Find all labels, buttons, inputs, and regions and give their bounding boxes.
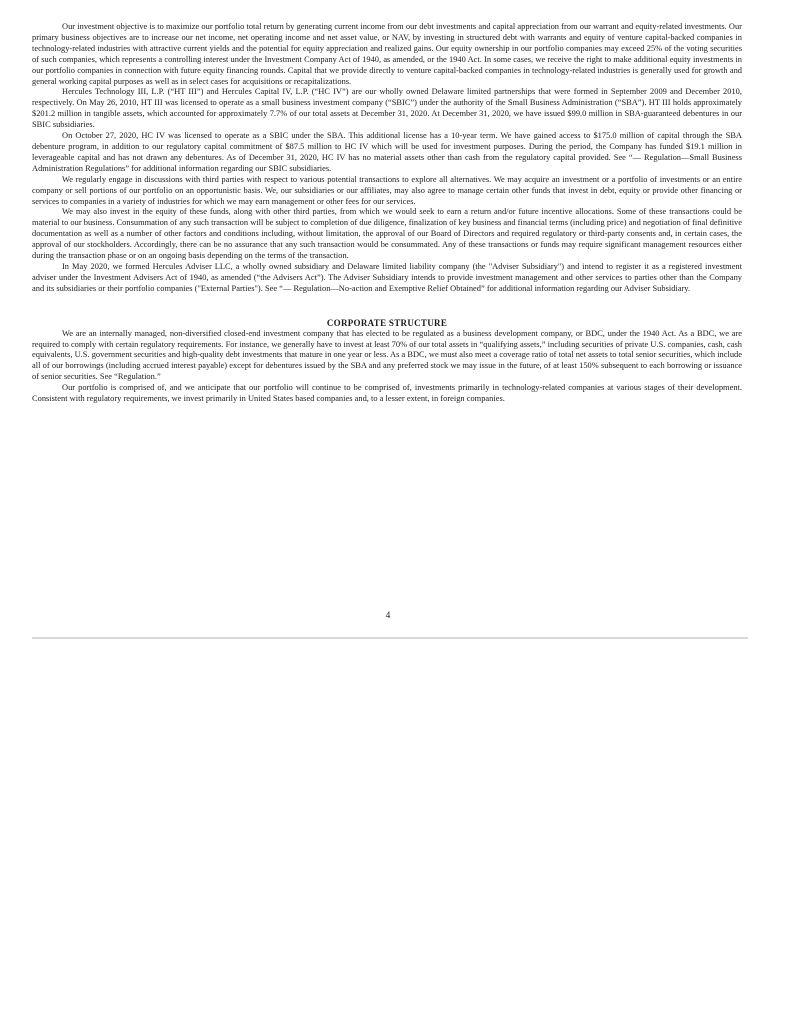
paragraph-adviser-subsidiary: In May 2020, we formed Hercules Adviser LLC, a wholly owned subsidiary and Delaware limited liability company (the "Adviser Subsidiary") and intend to register it as a registered investment adviser under the Investment Advisers Act of 1940, as amended (“the Advisers Act”). The Adviser Subsidiary intends to provide investment management and other services to parties other than the Company and its subsidiaries or their portfolio companies ("External Parties"). See “— Regulation—No-action and Exemptive Relief Obtained” for additional information regarding our Adviser Subsidiary. — [32, 261, 742, 293]
page-number: 4 — [385, 610, 391, 620]
paragraph-portfolio-composition: Our portfolio is comprised of, and we anticipate that our portfolio will continue to be comprised of, investments primarily in technology-related companies at various stages of their development. Consistent with regulatory requirements, we invest primarily in United States based companies and, to a lesser extent, in foreign companies. — [32, 383, 742, 404]
paragraph-bdc-structure: We are an internally managed, non-diversified closed-end investment company that has elected to be regulated as a business development company, or BDC, under the 1940 Act. As a BDC, we are required to comply with certain regulatory requirements. For instance, we generally have to invest at least 70% of our total assets in “qualifying assets,” including securities of private U.S. companies, cash, cash equivalents, U.S. government securities and high-quality debt investments that mature in one year or less. As a BDC, we must also meet a coverage ratio of total net assets to total senior securities, which include all of our borrowings (including accrued interest payable) except for debentures issued by the SBA and any preferred stock we may issue in the future, of at least 150% subsequent to each borrowing or issuance of senior securities. See “Regulation.” — [32, 328, 742, 382]
document-page — [32, 22, 742, 405]
page-divider — [32, 637, 748, 639]
paragraph-sbic-partnerships: Hercules Technology III, L.P. (“HT III”) and Hercules Capital IV, L.P. (“HC IV”) are our wholly owned Delaware limited partnerships that were formed in September 2009 and December 2010, respectively. On May 26, 2010, HT III was licensed to operate as a small business investment company (“SBIC”) under the authority of the Small Business Administration (“SBA”). HT III holds approximately $201.2 million in tangible assets, which accounted for approximately 7.7% of our total assets at December 31, 2020. At December 31, 2020, we have issued $99.0 million in SBA-guaranteed debentures in our SBIC subsidiaries. — [32, 87, 742, 130]
paragraph-hc-iv-license: On October 27, 2020, HC IV was licensed to operate as a SBIC under the SBA. This additional license has a 10-year term. We have gained access to $175.0 million of capital through the SBA debenture program, in addition to our regulatory capital commitment of $87.5 million to HC IV which will be used for investment purposes. During the period, the Company has funded $19.1 million in leverageable capital and has not drawn any debentures. As of December 31, 2020, HC IV has no material assets other than cash from the regulatory capital provided. See “— Regulation—Small Business Administration Regulations” for additional information regarding our SBIC subsidiaries. — [32, 131, 742, 173]
paragraph-fund-equity: We may also invest in the equity of these funds, along with other third parties, from which we would seek to earn a return and/or future incentive allocations. Some of these transactions could be material to our business. Consummation of any such transaction will be subject to completion of due diligence, finalization of key business and financial terms (including price) and negotiation of final definitive documentation as well as a number of other factors and conditions including, without limitation, the approval of our Board of Directors and required regulatory or third-party consents and, in certain cases, the approval of our stockholders. Accordingly, there can be no assurance that any such transaction would be consummated. Any of these transactions or funds may require significant management resources either during the transaction phase or on an ongoing basis depending on the terms of the transaction. — [32, 207, 742, 261]
paragraph-third-party-discussions: We regularly engage in discussions with third parties with respect to various potential transactions to explore all alternatives. We may acquire an investment or a portfolio of investments or an entire company or sell portions of our portfolio on an opportunistic basis. We, our subsidiaries or our affiliates, may also agree to manage certain other funds that invest in debt, equity or provide other financing or services to companies in a variety of industries for which we may earn management or other fees for our services. — [32, 174, 742, 206]
section-heading-corporate-structure: CORPORATE STRUCTURE — [326, 317, 448, 328]
paragraph-investment-objective: Our investment objective is to maximize our portfolio total return by generating current income from our debt investments and capital appreciation from our warrant and equity-related investments. Our primary business objectives are to increase our net income, net operating income and net asset value, or NAV, by investing in structured debt with warrants and equity of venture capital-backed companies in technology-related industries with attractive current yields and the potential for equity appreciation and realized gains. Our equity ownership in our portfolio companies may exceed 25% of the voting securities of such companies, which represents a controlling interest under the Investment Company Act of 1940, as amended, or the 1940 Act. In some cases, we receive the right to make additional equity investments in our portfolio companies in connection with future equity financing rounds. Capital that we provide directly to venture capital-backed companies in technology-related industries is generally used for growth and general working capital purposes as well as in select cases for acquisitions or recapitalizations. — [32, 22, 742, 86]
